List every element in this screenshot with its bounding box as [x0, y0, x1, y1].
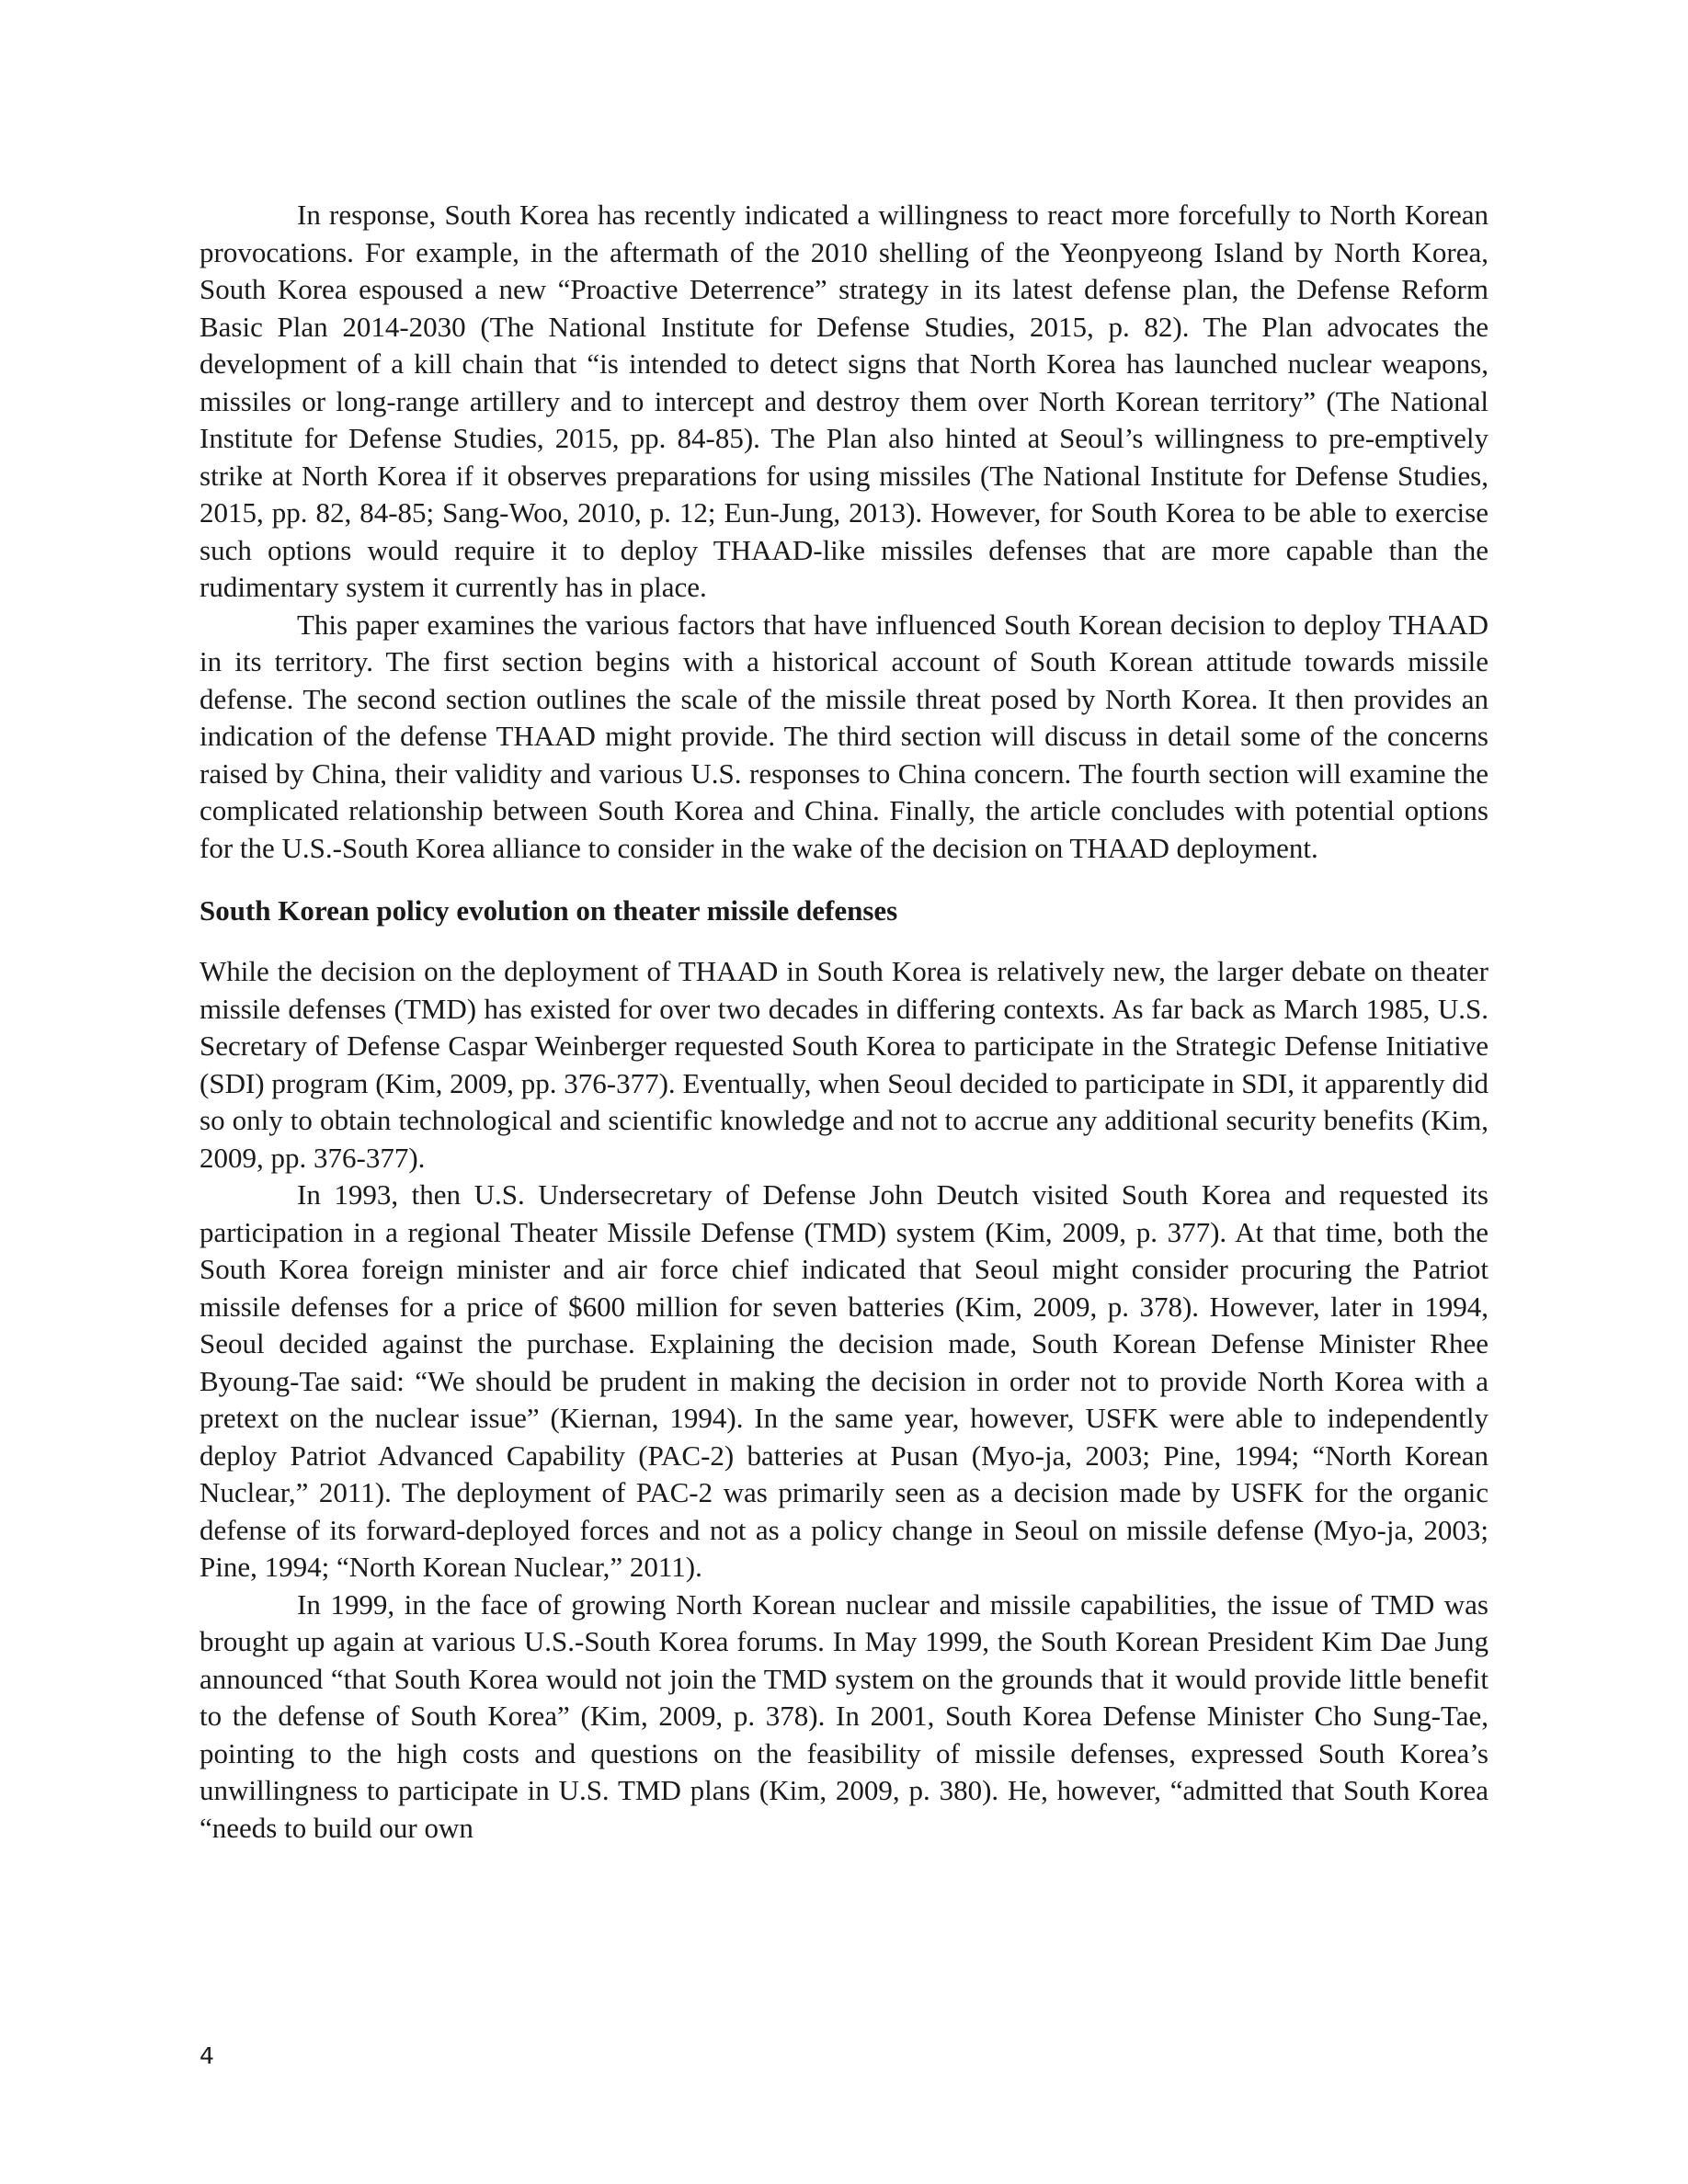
- page-number: 4: [200, 2042, 214, 2069]
- body-paragraph: In 1999, in the face of growing North Korean nuclear and missile capabilities, the issue of TMD was brought up again at various U.S.-South Korea forums. In May 1999, the South Korean President Kim Dae Jung announced “that South Korea would not join the TMD system on the grounds that it would provide little benefit to the defense of South Korea” (Kim, 2009, p. 378). In 2001, South Korea Defense Minister Cho Sung-Tae, pointing to the high costs and questions on the feasibility of missile defenses, expressed South Korea’s unwillingness to participate in U.S. TMD plans (Kim, 2009, p. 380). He, however, “admitted that South Korea “needs to build our own: [200, 1587, 1488, 1844]
- body-paragraph: In 1993, then U.S. Undersecretary of Defense John Deutch visited South Korea and requested its participation in a regional Theater Missile Defense (TMD) system (Kim, 2009, p. 377). At that time, both the South Korea foreign minister and air force chief indicated that Seoul might consider procuring the Patriot missile defenses for a price of $600 million for seven batteries (Kim, 2009, p. 378). However, later in 1994, Seoul decided against the purchase. Explaining the decision made, South Korean Defense Minister Rhee Byoung-Tae said: “We should be prudent in making the decision in order not to provide North Korea with a pretext on the nuclear issue” (Kiernan, 1994). In the same year, however, USFK were able to independently deploy Patriot Advanced Capability (PAC-2) batteries at Pusan (Myo-ja, 2003; Pine, 1994; “North Korean Nuclear,” 2011). The deployment of PAC-2 was primarily seen as a decision made by USFK for the organic defense of its forward-deployed forces and not as a policy change in Seoul on missile defense (Myo-ja, 2003; Pine, 1994; “North Korean Nuclear,” 2011).: [200, 1178, 1488, 1583]
- section-heading: South Korean policy evolution on theater missile defenses: [200, 894, 898, 927]
- body-paragraph: This paper examines the various factors that have influenced South Korean decision to deploy THAAD in its territory. The first section begins with a historical account of South Korean attitude towards missile defense. The second section outlines the scale of the missile threat posed by North Korea. It then provides an indication of the defense THAAD might provide. The third section will discuss in detail some of the concerns raised by China, their validity and various U.S. responses to China concern. The fourth section will examine the complicated relationship between South Korea and China. Finally, the article concludes with potential options for the U.S.-South Korea alliance to consider in the wake of the decision on THAAD deployment.: [200, 608, 1488, 864]
- body-paragraph: While the decision on the deployment of THAAD in South Korea is relatively new, the larger debate on theater missile defenses (TMD) has existed for over two decades in differing contexts. As far back as March 1985, U.S. Secretary of Defense Caspar Weinberger requested South Korea to participate in the Strategic Defense Initiative (SDI) program (Kim, 2009, pp. 376-377). Eventually, when Seoul decided to participate in SDI, it apparently did so only to obtain technological and scientific knowledge and not to accrue any additional security benefits (Kim, 2009, pp. 376-377).: [200, 955, 1488, 1174]
- document-page: [200, 197, 1488, 1847]
- body-paragraph: In response, South Korea has recently indicated a willingness to react more forcefully to North Korean provocations. For example, in the aftermath of the 2010 shelling of the Yeonpyeong Island by North Korea, South Korea espoused a new “Proactive Deterrence” strategy in its latest defense plan, the Defense Reform Basic Plan 2014-2030 (The National Institute for Defense Studies, 2015, p. 82). The Plan advocates the development of a kill chain that “is intended to detect signs that North Korea has launched nuclear weapons, missiles or long-range artillery and to intercept and destroy them over North Korean territory” (The National Institute for Defense Studies, 2015, pp. 84-85). The Plan also hinted at Seoul’s willingness to pre-emptively strike at North Korea if it observes preparations for using missiles (The National Institute for Defense Studies, 2015, pp. 82, 84-85; Sang-Woo, 2010, p. 12; Eun-Jung, 2013). However, for South Korea to be able to exercise such options would require it to deploy THAAD-like missiles defenses that are more capable than the rudimentary system it currently has in place.: [200, 199, 1488, 603]
